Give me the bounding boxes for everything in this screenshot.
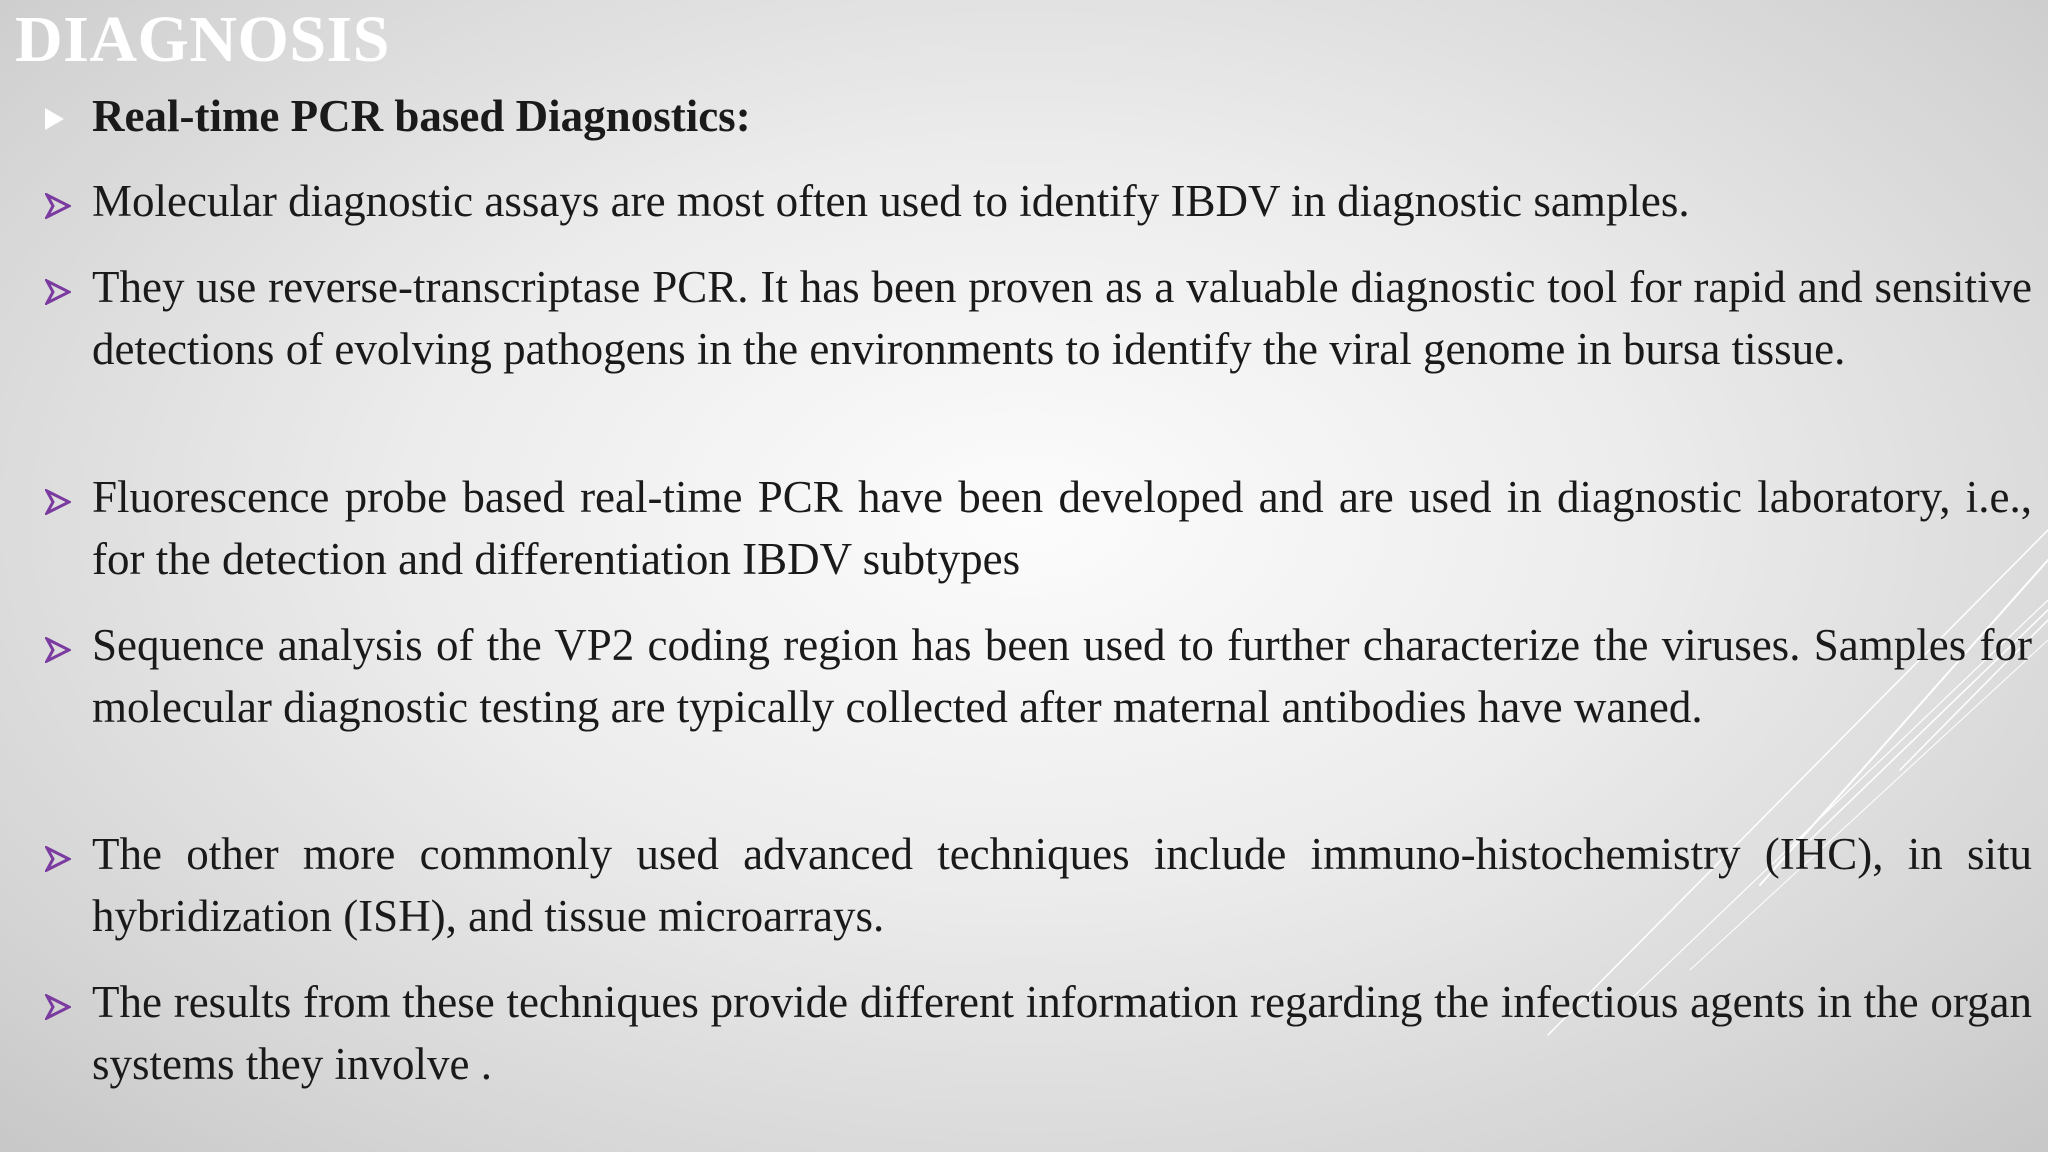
bullet-text: Molecular diagnostic assays are most often used to identify IBDV in diagnostic samples. (92, 176, 1690, 226)
section-heading (92, 86, 2032, 148)
bullet-item (92, 824, 2032, 947)
section-heading-text: Real-time PCR based Diagnostics: (92, 91, 751, 141)
bullet-item (92, 171, 2032, 233)
bullet-item (92, 257, 2032, 380)
bullet-item (92, 972, 2032, 1095)
slide-title: DIAGNOSIS (15, 3, 390, 76)
bullet-item (92, 615, 2032, 738)
bullet-item (92, 467, 2032, 590)
bullet-text: The results from these techniques provide different information regarding the infectious agents in the organ systems they involve . (92, 977, 2032, 1089)
bullet-text: They use reverse-transcriptase PCR. It has been proven as a valuable diagnostic tool for rapid and sensitive detections of evolving pathogens in the environments to identify the viral genome in bursa tissue. (92, 262, 2032, 374)
triangle-bullet-icon (45, 108, 64, 130)
bullet-text: Fluorescence probe based real-time PCR have been developed and are used in diagnostic laboratory, i.e., for the detection and differentiation IBDV subtypes (92, 472, 2032, 584)
bullet-text: Sequence analysis of the VP2 coding region has been used to further characterize the viruses. Samples for molecular diagnostic testing are typically collected after maternal antibodies have waned. (92, 620, 2032, 732)
bullet-text: The other more commonly used advanced techniques include immuno-histochemistry (IHC), in situ hybridization (ISH), and tissue microarrays. (92, 829, 2032, 941)
